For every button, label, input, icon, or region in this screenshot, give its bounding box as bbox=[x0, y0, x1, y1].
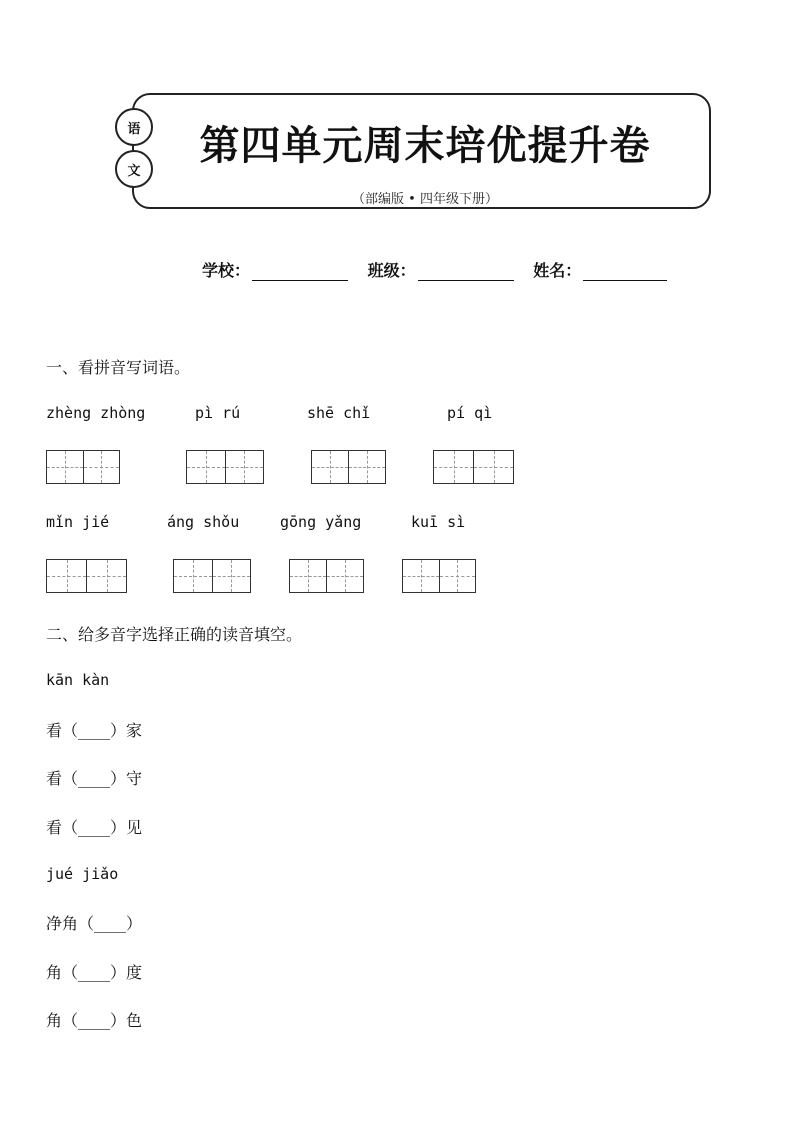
writing-grid[interactable] bbox=[311, 450, 386, 484]
pinyin-label: kuī sì bbox=[411, 513, 466, 531]
school-label: 学校： bbox=[202, 261, 251, 280]
subject-char: 文 bbox=[127, 163, 141, 179]
writing-cell[interactable] bbox=[84, 451, 120, 483]
writing-cell[interactable] bbox=[47, 451, 84, 483]
pinyin-label: áng shǒu bbox=[167, 513, 240, 531]
pinyin-label: pí qì bbox=[447, 404, 493, 422]
fill-in-line[interactable]: 净角（____） bbox=[46, 914, 143, 933]
writing-cell[interactable] bbox=[349, 451, 385, 483]
school-field[interactable] bbox=[202, 258, 348, 281]
pinyin-label: mǐn jié bbox=[46, 513, 110, 531]
pinyin-options: kān kàn bbox=[46, 671, 110, 689]
writing-cell[interactable] bbox=[403, 560, 440, 592]
pinyin-options: jué jiǎo bbox=[46, 865, 119, 883]
writing-grid[interactable] bbox=[46, 450, 120, 484]
writing-cell[interactable] bbox=[290, 560, 327, 592]
writing-cell[interactable] bbox=[47, 560, 87, 592]
writing-cell[interactable] bbox=[187, 451, 226, 483]
writing-cell[interactable] bbox=[312, 451, 349, 483]
section-1-heading: 一、看拼音写词语。 bbox=[46, 358, 191, 377]
writing-cell[interactable] bbox=[213, 560, 251, 592]
page-title: 第四单元周末培优提升卷 bbox=[199, 123, 651, 169]
fill-in-line[interactable]: 角（____）度 bbox=[46, 963, 143, 982]
class-blank[interactable] bbox=[418, 262, 514, 281]
name-field[interactable] bbox=[533, 258, 667, 281]
writing-cell[interactable] bbox=[87, 560, 126, 592]
writing-cell[interactable] bbox=[174, 560, 213, 592]
pinyin-label: zhèng zhòng bbox=[46, 404, 146, 422]
writing-cell[interactable] bbox=[440, 560, 476, 592]
pinyin-label: shē chǐ bbox=[307, 404, 371, 422]
writing-grid[interactable] bbox=[289, 559, 364, 593]
subject-badge-top bbox=[115, 108, 153, 146]
writing-grid[interactable] bbox=[186, 450, 264, 484]
class-label: 班级： bbox=[367, 261, 416, 280]
fill-in-line[interactable]: 角（____）色 bbox=[46, 1011, 143, 1030]
name-blank[interactable] bbox=[583, 262, 667, 281]
fill-in-line[interactable]: 看（____）守 bbox=[46, 769, 143, 788]
fill-in-line[interactable]: 看（____）家 bbox=[46, 721, 143, 740]
pinyin-label: pì rú bbox=[195, 404, 241, 422]
writing-cell[interactable] bbox=[434, 451, 474, 483]
name-label: 姓名： bbox=[533, 261, 582, 280]
student-info-fields bbox=[202, 258, 681, 281]
subject-badge-bottom bbox=[115, 150, 153, 188]
subject-char: 语 bbox=[127, 121, 141, 137]
writing-cell[interactable] bbox=[327, 560, 363, 592]
writing-grid[interactable] bbox=[402, 559, 476, 593]
writing-grid[interactable] bbox=[173, 559, 251, 593]
section-2-heading: 二、给多音字选择正确的读音填空。 bbox=[46, 625, 303, 644]
writing-cell[interactable] bbox=[474, 451, 513, 483]
writing-grid[interactable] bbox=[433, 450, 514, 484]
page-subtitle: （部编版 • 四年级下册） bbox=[352, 192, 498, 207]
school-blank[interactable] bbox=[252, 262, 348, 281]
pinyin-label: gōng yǎng bbox=[280, 513, 362, 531]
writing-cell[interactable] bbox=[226, 451, 264, 483]
writing-grid[interactable] bbox=[46, 559, 127, 593]
class-field[interactable] bbox=[368, 258, 514, 281]
fill-in-line[interactable]: 看（____）见 bbox=[46, 818, 143, 837]
